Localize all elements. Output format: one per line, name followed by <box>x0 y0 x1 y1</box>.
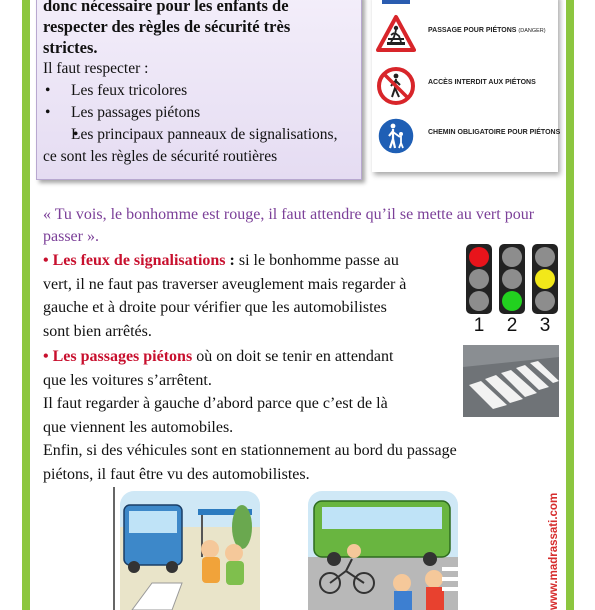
sign-row-crossing <box>372 14 558 54</box>
passages-text-6: piétons, il faut être vu des automobilistes. <box>43 465 310 483</box>
quote-text: « Tu vois, le bonhomme est rouge, il faut attendre qu’il se mette au vert pour passer ». <box>43 206 535 245</box>
feux-paragraph <box>43 249 463 343</box>
pedestrian-path-sign-icon <box>376 116 416 156</box>
passages-text-5: Enfin, si des véhicules sont en stationnement au bord du passage <box>43 442 457 459</box>
rules-item-lights: • Les feux tricolores <box>43 80 355 102</box>
bulb-off <box>535 247 555 267</box>
bulb-yellow <box>535 269 555 289</box>
rules-list <box>43 80 355 168</box>
passages-text-3: Il faut regarder à gauche d’abord parce que c’est de là <box>43 395 388 412</box>
bulb-red <box>469 247 489 267</box>
sign-label-no-pedestrians: ACCÈS INTERDIT AUX PIÉTONS <box>428 79 536 86</box>
sign-row-pedestrian-path <box>372 116 561 156</box>
feux-colon: : <box>225 252 235 269</box>
bulb-off <box>502 269 522 289</box>
light-number-2: 2 <box>506 315 518 336</box>
crossing-warning-sign-icon <box>376 14 416 54</box>
passages-text-4: que viennent les automobiles. <box>43 418 234 436</box>
sign-row-no-pedestrians <box>372 66 558 106</box>
bulb-off <box>469 269 489 289</box>
feux-text-4: sont bien arrêtés. <box>43 322 152 340</box>
bulb-off <box>469 291 489 311</box>
bulb-off <box>535 291 555 311</box>
road-signs-legend <box>372 0 561 172</box>
light-number-3: 3 <box>539 315 551 336</box>
cartoon-illustrations <box>112 487 492 610</box>
light-number-1: 1 <box>473 315 485 336</box>
traffic-light-2 <box>499 244 525 314</box>
passages-paragraph <box>43 345 463 486</box>
crosswalk-photo <box>463 345 559 417</box>
bus-stop-cartoon <box>120 491 260 610</box>
sign-label-crossing-small: (DANGER) <box>518 28 546 34</box>
no-pedestrians-sign-icon <box>376 66 416 106</box>
traffic-light-3 <box>532 244 558 314</box>
rules-intro: Il faut respecter : <box>43 60 149 77</box>
left-green-border <box>22 0 30 610</box>
rules-line-1: donc nécessaire pour les enfants de <box>43 0 289 15</box>
feux-text-2: vert, il ne faut pas traverser aveuglement mais regarder à <box>43 275 407 293</box>
passages-title: • Les passages piétons <box>43 348 193 365</box>
feux-text-3: gauche et à droite pour vérifier que les automobilistes <box>43 299 387 316</box>
sign-label-crossing: PASSAGE POUR PIÉTONS <box>428 27 517 34</box>
bulb-green <box>502 291 522 311</box>
passages-text-2: que les voitures s’arrêtent. <box>43 371 212 389</box>
right-green-border <box>566 0 574 610</box>
feux-title: • Les feux de signalisations <box>43 252 226 269</box>
bulb-off <box>502 247 522 267</box>
rules-line-3: strictes. <box>43 38 98 57</box>
rules-item-signs: • Les principaux panneaux de signalisations, ce sont les règles de sécurité routières <box>43 124 355 168</box>
site-watermark: www.madrassati.com <box>548 492 560 610</box>
feux-text-1: si le bonhomme passe au <box>234 252 399 269</box>
passages-text-1: où on doit se tenir en attendant <box>192 348 394 365</box>
traffic-lights-illustration <box>464 244 564 339</box>
sign-label-pedestrian-path: CHEMIN OBLIGATOIRE POUR PIÉTONS <box>428 129 561 136</box>
school-bus-crossing-cartoon <box>308 491 458 610</box>
rules-item-crossings: • Les passages piétons <box>43 102 355 124</box>
traffic-light-1 <box>466 244 492 314</box>
rules-line-2: respecter des règles de sécurité très <box>43 17 291 36</box>
sign-partial-top <box>382 0 410 4</box>
safety-rules-box <box>36 0 362 180</box>
